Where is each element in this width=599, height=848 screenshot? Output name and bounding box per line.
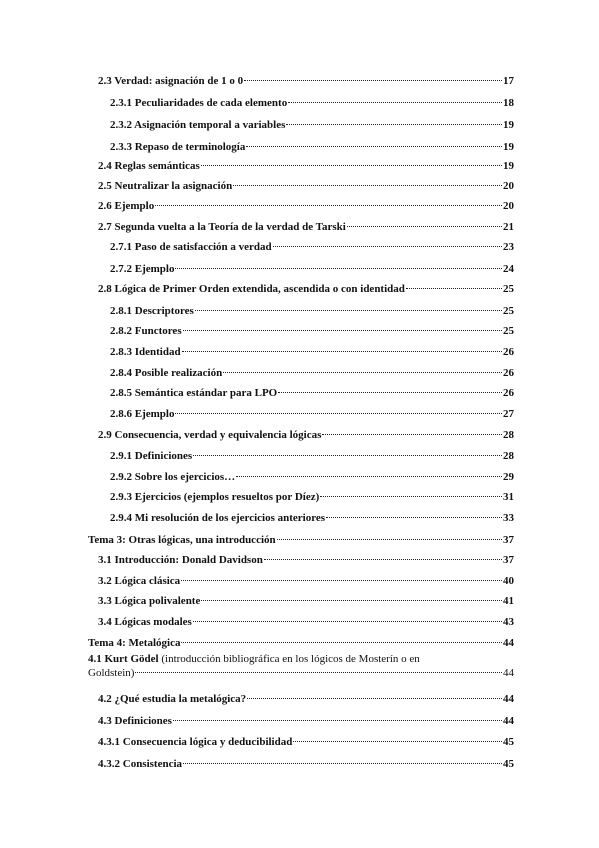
toc-entry-title: 2.8.2 Functores <box>110 325 182 337</box>
toc-page-number: 20 <box>503 180 514 192</box>
toc-entry[interactable] <box>110 324 514 338</box>
toc-entry-title: 2.6 Ejemplo <box>98 200 155 212</box>
toc-entry[interactable] <box>98 282 514 296</box>
toc-entry[interactable] <box>110 449 514 463</box>
toc-entry[interactable] <box>98 757 514 771</box>
dot-leader <box>347 226 502 227</box>
toc-page-number: 25 <box>503 325 514 337</box>
toc-entry[interactable] <box>110 118 514 132</box>
dot-leader <box>183 330 502 331</box>
toc-page-number: 28 <box>503 429 514 441</box>
dot-leader <box>244 80 502 81</box>
toc-entry[interactable] <box>98 714 514 728</box>
toc-entry[interactable] <box>110 345 514 359</box>
toc-page-number: 44 <box>503 667 514 679</box>
toc-page-number: 25 <box>503 283 514 295</box>
toc-page-number: 28 <box>503 450 514 462</box>
toc-entry-title: 4.2 ¿Qué estudia la metalógica? <box>98 693 247 705</box>
toc-entry[interactable] <box>88 533 514 547</box>
dot-leader <box>181 642 502 643</box>
toc-page-number: 21 <box>503 221 514 233</box>
dot-leader <box>201 165 502 166</box>
dot-leader <box>201 600 502 601</box>
toc-entry[interactable] <box>110 96 514 110</box>
toc-entry-title: 4.3.1 Consecuencia lógica y deducibilidad <box>98 736 293 748</box>
dot-leader <box>135 672 502 673</box>
toc-page-number: 19 <box>503 141 514 153</box>
dot-leader <box>288 102 502 103</box>
dot-leader <box>175 268 502 269</box>
toc-entry[interactable] <box>110 511 514 525</box>
dot-leader <box>322 434 502 435</box>
dot-leader <box>181 580 502 581</box>
dot-leader <box>223 372 502 373</box>
toc-entry[interactable] <box>98 428 514 442</box>
dot-leader <box>233 185 502 186</box>
toc-entry[interactable] <box>110 262 514 276</box>
toc-entry[interactable] <box>110 490 514 504</box>
toc-entry[interactable] <box>98 199 514 213</box>
dot-leader <box>193 621 502 622</box>
toc-entry-title: 2.7 Segunda vuelta a la Teoría de la verdad de Tarski <box>98 221 346 233</box>
toc-entry-title: 4.1 Kurt Gödel <box>88 653 159 665</box>
toc-entry[interactable] <box>98 159 514 173</box>
toc-page-number: 20 <box>503 200 514 212</box>
dot-leader <box>320 496 502 497</box>
toc-entry[interactable] <box>98 74 514 88</box>
toc-entry-title: 2.4 Reglas semánticas <box>98 160 200 172</box>
toc-entry[interactable] <box>110 140 514 154</box>
toc-page-number: 40 <box>503 575 514 587</box>
toc-page-number: 26 <box>503 387 514 399</box>
toc-page-number: 25 <box>503 305 514 317</box>
toc-page-number: 29 <box>503 471 514 483</box>
dot-leader <box>195 310 502 311</box>
toc-page-number: 19 <box>503 160 514 172</box>
dot-leader <box>236 476 502 477</box>
toc-entry-title: 2.3.3 Repaso de terminología <box>110 141 246 153</box>
toc-entry-title: 2.9 Consecuencia, verdad y equivalencia lógicas <box>98 429 322 441</box>
dot-leader <box>173 720 502 721</box>
toc-entry-title: 4.3.2 Consistencia <box>98 758 183 770</box>
toc-entry-title: 2.3 Verdad: asignación de 1 o 0 <box>98 75 244 87</box>
toc-entry-title: 2.8.3 Identidad <box>110 346 181 358</box>
dot-leader <box>277 539 502 540</box>
toc-page-number: 45 <box>503 736 514 748</box>
dot-leader <box>264 559 502 560</box>
dot-leader <box>326 517 502 518</box>
toc-page-number: 17 <box>503 75 514 87</box>
dot-leader <box>293 741 502 742</box>
toc-entry-title: 2.9.3 Ejercicios (ejemplos resueltos por Díez) <box>110 491 320 503</box>
toc-entry-title: 2.9.4 Mi resolución de los ejercicios anteriores <box>110 512 326 524</box>
toc-page-number: 18 <box>503 97 514 109</box>
toc-page-number: 19 <box>503 119 514 131</box>
toc-entry-multiline <box>88 652 514 680</box>
toc-entry-title: 2.9.1 Definiciones <box>110 450 193 462</box>
toc-page-number: 43 <box>503 616 514 628</box>
toc-page-number: 45 <box>503 758 514 770</box>
toc-entry-title: 2.8.1 Descriptores <box>110 305 194 317</box>
toc-entry-title: Tema 3: Otras lógicas, una introducción <box>88 534 276 546</box>
toc-entry[interactable] <box>110 386 514 400</box>
toc-entry[interactable] <box>110 240 514 254</box>
toc-page-number: 44 <box>503 715 514 727</box>
toc-entry-title: 2.5 Neutralizar la asignación <box>98 180 233 192</box>
toc-page-number: 44 <box>503 637 514 649</box>
dot-leader <box>182 351 502 352</box>
toc-entry[interactable] <box>110 407 514 421</box>
toc-page-number: 26 <box>503 367 514 379</box>
toc-entry-title: 3.3 Lógica polivalente <box>98 595 201 607</box>
toc-entry-title: 2.8.6 Ejemplo <box>110 408 175 420</box>
dot-leader <box>183 763 502 764</box>
toc-entry[interactable] <box>110 304 514 318</box>
toc-entry-title: 2.3.2 Asignación temporal a variables <box>110 119 286 131</box>
dot-leader <box>175 413 502 414</box>
dot-leader <box>155 205 502 206</box>
toc-page-number: 27 <box>503 408 514 420</box>
toc-page-number: 26 <box>503 346 514 358</box>
dot-leader <box>286 124 502 125</box>
dot-leader <box>247 698 502 699</box>
toc-entry[interactable] <box>98 574 514 588</box>
toc-entry[interactable] <box>98 553 514 567</box>
toc-entry[interactable] <box>98 594 514 608</box>
toc-entry-title: 2.7.1 Paso de satisfacción a verdad <box>110 241 272 253</box>
toc-entry-title: 2.8 Lógica de Primer Orden extendida, ascendida o con identidad <box>98 283 405 295</box>
toc-entry-title: 3.2 Lógica clásica <box>98 575 181 587</box>
toc-entry[interactable] <box>88 636 514 650</box>
toc-entry-subtitle-cont: Goldstein) <box>88 667 135 679</box>
toc-page-number: 37 <box>503 554 514 566</box>
toc-page-number: 23 <box>503 241 514 253</box>
toc-entry[interactable] <box>98 615 514 629</box>
toc-page-number: 44 <box>503 693 514 705</box>
dot-leader <box>246 146 502 147</box>
toc-entry[interactable] <box>110 470 514 484</box>
toc-entry-title: 3.4 Lógicas modales <box>98 616 192 628</box>
toc-page-number: 37 <box>503 534 514 546</box>
dot-leader <box>406 288 502 289</box>
toc-entry-title: 2.8.5 Semántica estándar para LPO <box>110 387 278 399</box>
toc-page-number: 33 <box>503 512 514 524</box>
toc-entry-title: Tema 4: Metalógica <box>88 637 181 649</box>
toc-entry-title: 4.3 Definiciones <box>98 715 172 727</box>
toc-page-number: 24 <box>503 263 514 275</box>
dot-leader <box>273 246 502 247</box>
toc-entry-title: 2.7.2 Ejemplo <box>110 263 175 275</box>
toc-entry[interactable] <box>98 179 514 193</box>
toc-entry[interactable] <box>110 366 514 380</box>
toc-entry-subtitle: (introducción bibliográfica en los lógicos de Mosterín o en <box>158 653 420 665</box>
toc-entry[interactable] <box>98 692 514 706</box>
toc-entry-title: 2.9.2 Sobre los ejercicios… <box>110 471 236 483</box>
toc-entry[interactable] <box>98 735 514 749</box>
toc-entry[interactable] <box>98 220 514 234</box>
toc-entry-title: 2.8.4 Posible realización <box>110 367 223 379</box>
dot-leader <box>278 392 502 393</box>
toc-entry-title: 3.1 Introducción: Donald Davidson <box>98 554 263 566</box>
toc-page-number: 41 <box>503 595 514 607</box>
toc-page-number: 31 <box>503 491 514 503</box>
dot-leader <box>193 455 502 456</box>
toc-entry-title: 2.3.1 Peculiaridades de cada elemento <box>110 97 288 109</box>
